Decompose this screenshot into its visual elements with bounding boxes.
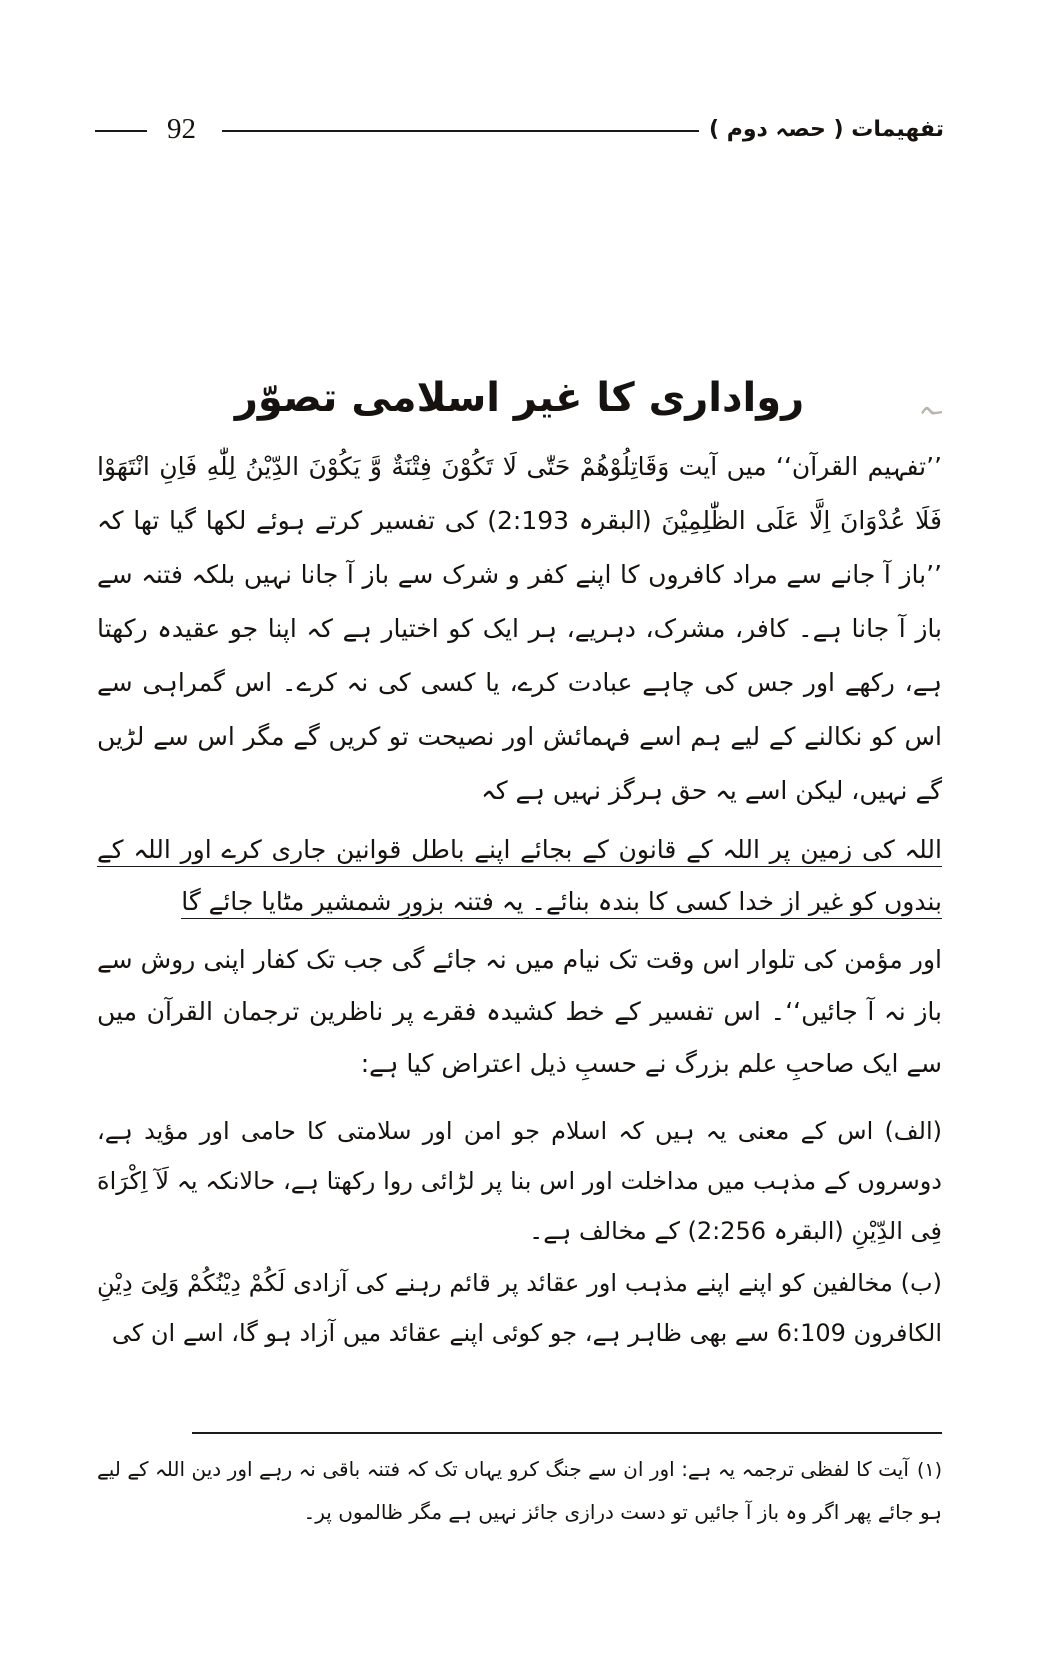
book-title: تفهیمات ( حصہ دوم ): [709, 116, 944, 142]
header-title-group: [95, 113, 944, 146]
page-number: 92: [167, 112, 196, 145]
running-header: [95, 108, 944, 150]
margin-mark: ـہ: [916, 390, 943, 424]
footnote-body: آیت کا لفظی ترجمہ یہ ہے: اور ان سے جنگ کرو یہاں تک کہ فتنہ باقی نہ رہے اور دین اللہ کے لیے ہو جائے پھر اگر وہ باز آ جائیں تو دست درازی جائز نہیں ہے مگر ظالموں پر۔: [97, 1456, 942, 1524]
paragraph-1: ’’تفہیم القرآن‘‘ میں آیت وَقَاتِلُوْهُمْ حَتّٰى لَا تَكُوْنَ فِتْنَةٌ وَّ يَكُوْنَ الدِّيْنُ لِلّٰهِ فَاِنِ انْتَهَوْا فَلَا عُدْوَانَ اِلَّا عَلَى الظّٰلِمِيْنَ (البقرہ 2:193) کی تفسیر کرتے ہوئے لکھا گیا تھا کہ ’’باز آ جانے سے مراد کافروں کا اپنے کفر و شرک سے باز آ جانا نہیں بلکہ فتنہ سے باز آ جانا ہے۔ کافر، مشرک، دہریے، ہر ایک کو اختیار ہے کہ اپنا جو عقیدہ رکھتا ہے، رکھے اور جس کی چاہے عبادت کرے، یا کسی کی نہ کرے۔ اس گمراہی سے اس کو نکالنے کے لیے ہم اسے فہمائش اور نصیحت تو کریں گے مگر اس سے لڑیں گے نہیں، لیکن اسے یہ حق ہرگز نہیں ہے کہ: [97, 452, 942, 805]
underlined-passage: اللہ کی زمین پر اللہ کے قانون کے بجائے اپنے باطل قوانین جاری کرے اور اللہ کے بندوں کو غیر از خدا کسی کا بندہ بنائے۔ یہ فتنہ بزورِ شمشیر مٹایا جائے گا: [97, 835, 942, 919]
footnote-marker: (١): [916, 1458, 942, 1481]
header-rule-left: [95, 130, 147, 132]
footnote-area: [97, 1432, 942, 1533]
footnote-text: [97, 1448, 942, 1533]
objection-list: [97, 1106, 942, 1358]
page-title: رواداری کا غیر اسلامی تصوّر: [234, 374, 805, 421]
header-rule: [222, 130, 699, 132]
objection-item-alif: (الف) اس کے معنی یہ ہیں کہ اسلام جو امن اور سلامتی کا حامی اور مؤید ہے، دوسروں کے مذہب میں مداخلت اور اس بنا پر لڑائی روا رکھتا ہے، حالانکہ یہ لَآ اِكْرَاهَ فِى الدِّيْنِ (البقرہ 2:256) کے مخالف ہے۔: [97, 1117, 942, 1245]
paragraph-3: اور مؤمن کی تلوار اس وقت تک نیام میں نہ جائے گی جب تک کفار اپنی روش سے باز نہ آ جائیں‘‘۔ اس تفسیر کے خط کشیدہ فقرے پر ناظرین ترجمان القرآن میں سے ایک صاحبِ علم بزرگ نے حسبِ ذیل اعتراض کیا ہے:: [97, 945, 942, 1078]
body-text: [97, 440, 942, 1360]
objection-item-bay: (ب) مخالفین کو اپنے اپنے مذہب اور عقائد پر قائم رہنے کی آزادی لَكُمْ دِيْنُكُمْ وَلِىَ دِيْنِ الکافرون 6:109 سے بھی ظاہر ہے، جو کوئی اپنے عقائد میں آزاد ہو گا، اسے ان کی: [97, 1269, 942, 1347]
paragraph-2-underlined: [97, 824, 942, 928]
footnote-divider: [192, 1432, 942, 1434]
